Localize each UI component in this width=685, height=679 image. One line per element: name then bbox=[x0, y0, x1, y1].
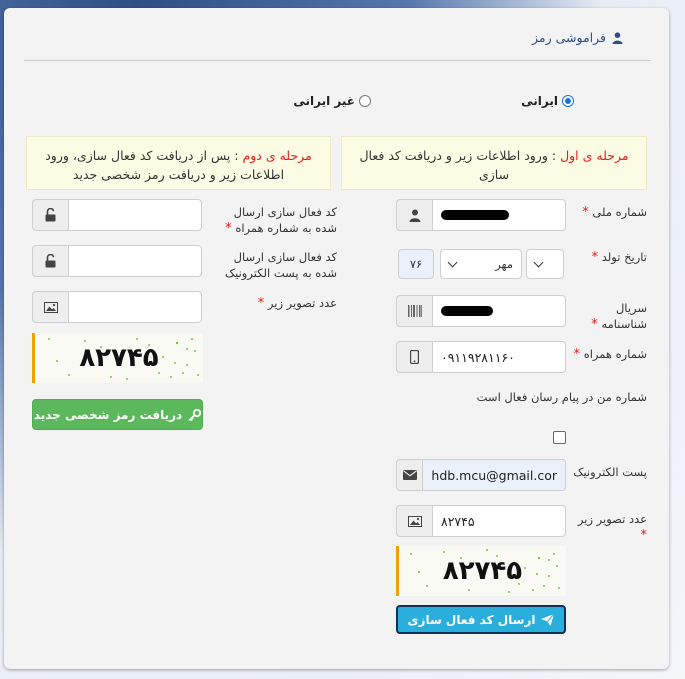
national-code-addon bbox=[396, 199, 432, 231]
messenger-label: شماره من در پیام رسان فعال است bbox=[476, 390, 647, 404]
image-icon bbox=[408, 516, 422, 527]
radio-non-iranian[interactable] bbox=[293, 94, 371, 108]
captcha-input-1[interactable]: ۸۲۷۴۵ bbox=[432, 505, 566, 537]
title-divider bbox=[24, 60, 651, 61]
mobile-input[interactable]: ۰۹۱۱۹۲۸۱۱۶۰ bbox=[432, 341, 566, 373]
email-label: پست الکترونیک bbox=[573, 465, 647, 479]
captcha-addon-2 bbox=[32, 291, 68, 323]
step-one-text: : ورود اطلاعات زیر و دریافت کد فعال سازی bbox=[359, 148, 557, 182]
envelope-icon bbox=[403, 470, 417, 480]
national-code-label: شماره ملی * bbox=[582, 205, 647, 220]
email-code-label: کد فعال سازی ارسال شده به پست الکترونیک bbox=[224, 250, 337, 280]
panel-title bbox=[532, 30, 623, 45]
unlock-icon bbox=[45, 208, 56, 222]
mobile-phone-icon bbox=[410, 350, 419, 364]
email-group bbox=[396, 459, 566, 491]
email-input[interactable]: hdb.mcu@gmail.cor bbox=[422, 459, 566, 491]
key-icon bbox=[188, 409, 201, 421]
birth-year-select[interactable]: ۷۶ bbox=[398, 249, 434, 279]
step-two-title: مرحله ی دوم bbox=[242, 148, 312, 163]
captcha-input-2[interactable] bbox=[68, 291, 202, 323]
birth-date-label: تاریخ تولد * bbox=[591, 250, 647, 265]
step-two-box bbox=[26, 136, 331, 190]
email-code-group bbox=[32, 245, 202, 277]
unlock-icon bbox=[45, 254, 56, 268]
barcode-icon bbox=[408, 305, 422, 317]
messenger-checkbox[interactable] bbox=[553, 431, 566, 444]
mobile-code-input[interactable] bbox=[68, 199, 202, 231]
captcha-image-text-2: ۸۲۷۴۵ bbox=[79, 343, 159, 373]
chevron-down-icon bbox=[534, 258, 544, 268]
email-code-input[interactable] bbox=[68, 245, 202, 277]
captcha-group-2 bbox=[32, 291, 202, 323]
captcha-label-2: عدد تصویر زیر * bbox=[257, 296, 337, 311]
chevron-down-icon bbox=[448, 258, 458, 268]
mobile-code-label: کد فعال سازی ارسال شده به شماره همراه * bbox=[225, 205, 337, 236]
mobile-addon bbox=[396, 341, 432, 373]
mobile-label: شماره همراه * bbox=[573, 347, 647, 362]
radio-iranian-dot[interactable] bbox=[562, 95, 574, 107]
radio-iranian-label: ایرانی bbox=[521, 94, 558, 108]
captcha-image-text-1: ۸۲۷۴۵ bbox=[442, 556, 523, 586]
national-code-group bbox=[396, 199, 566, 231]
step-one-title: مرحله ی اول bbox=[560, 148, 629, 163]
send-activation-code-label: ارسال کد فعال سازی bbox=[407, 612, 536, 627]
captcha-group-1 bbox=[396, 505, 566, 537]
radio-non-iranian-label: غیر ایرانی bbox=[293, 94, 355, 108]
get-new-password-label: دریافت رمز شخصی جدید bbox=[33, 407, 183, 422]
mobile-group bbox=[396, 341, 566, 373]
serial-group bbox=[396, 295, 566, 327]
serial-addon bbox=[396, 295, 432, 327]
email-addon bbox=[396, 459, 422, 491]
send-activation-code-button[interactable] bbox=[396, 605, 566, 634]
paper-plane-icon bbox=[541, 614, 554, 626]
get-new-password-button[interactable] bbox=[32, 399, 203, 430]
email-code-addon bbox=[32, 245, 68, 277]
redacted-value bbox=[441, 210, 509, 220]
birth-month-select[interactable]: مهر bbox=[440, 249, 522, 279]
radio-iranian[interactable] bbox=[521, 94, 574, 108]
captcha-image-1 bbox=[396, 546, 566, 596]
step-one-box bbox=[341, 136, 647, 190]
radio-non-iranian-dot[interactable] bbox=[359, 95, 371, 107]
user-icon bbox=[409, 209, 421, 222]
redacted-value bbox=[441, 306, 493, 316]
captcha-image-2 bbox=[32, 333, 203, 383]
captcha-addon-1 bbox=[396, 505, 432, 537]
panel-title-text: فراموشی رمز bbox=[532, 30, 606, 45]
birth-day-select[interactable] bbox=[526, 249, 564, 279]
mobile-code-group bbox=[32, 199, 202, 231]
user-icon bbox=[612, 32, 623, 44]
national-code-input[interactable] bbox=[432, 199, 566, 231]
captcha-label-1: عدد تصویر زیر * bbox=[577, 512, 647, 543]
forgot-password-panel bbox=[4, 8, 669, 669]
step-two-text: : پس از دریافت کد فعال سازی، ورود اطلاعات زیر و دریافت رمز شخصی جدید bbox=[45, 148, 285, 182]
image-icon bbox=[44, 302, 58, 313]
mobile-code-addon bbox=[32, 199, 68, 231]
serial-label: سریال شناسنامه * bbox=[591, 301, 647, 332]
serial-input[interactable] bbox=[432, 295, 566, 327]
